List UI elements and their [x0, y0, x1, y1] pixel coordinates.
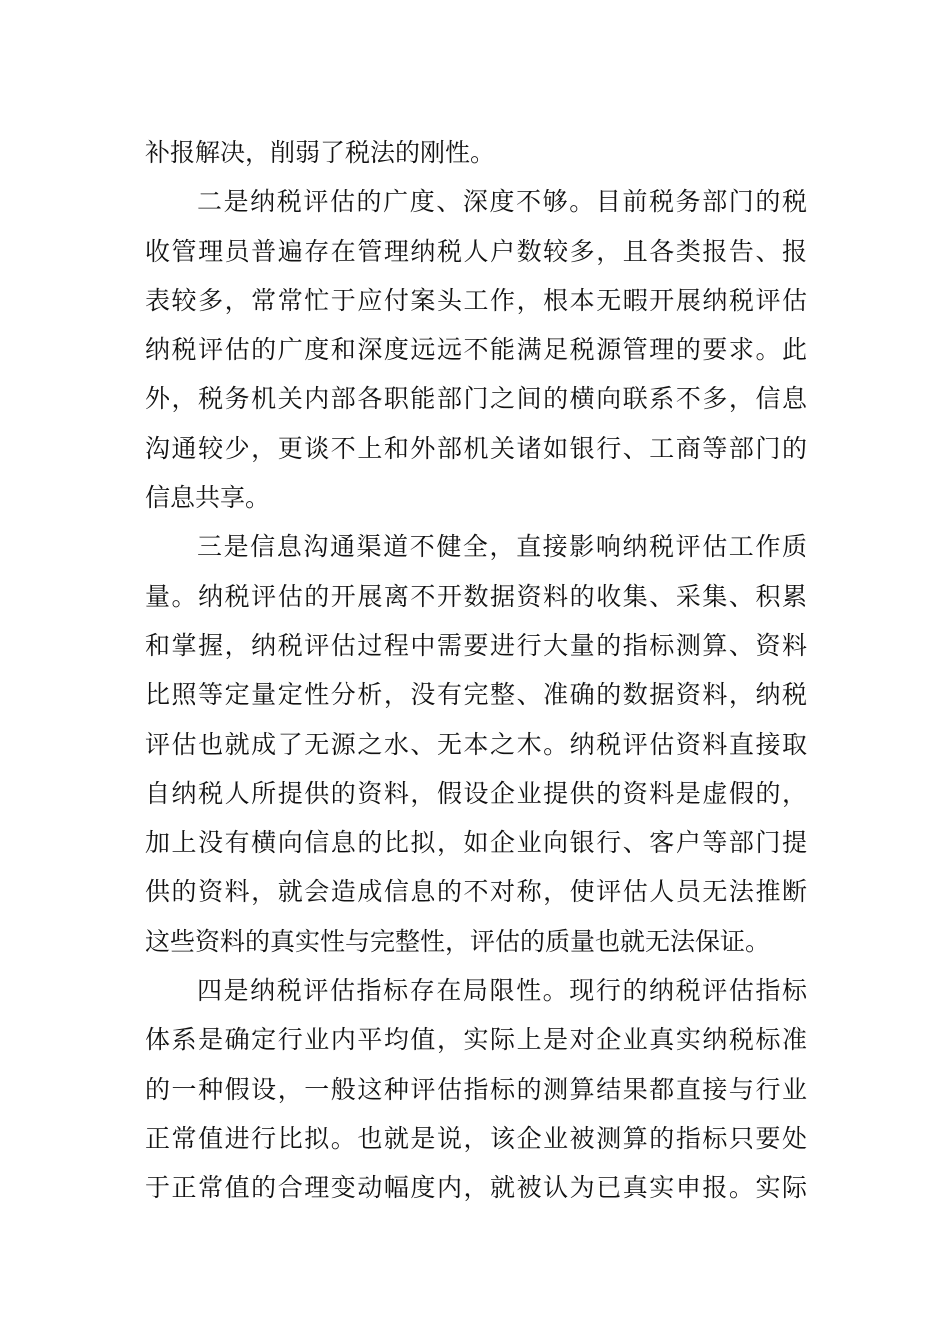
text-line: 比照等定量定性分析，没有完整、准确的数据资料，纳税 — [145, 680, 807, 710]
text-line: 于正常值的合理变动幅度内，就被认为已真实申报。实际 — [145, 1173, 807, 1203]
text-line: 纳税评估的广度和深度远远不能满足税源管理的要求。此 — [145, 335, 807, 365]
text-line: 沟通较少，更谈不上和外部机关诸如银行、工商等部门的 — [145, 433, 807, 463]
text-line: 和掌握，纳税评估过程中需要进行大量的指标测算、资料 — [145, 630, 807, 660]
paragraph-start-line: 三是信息沟通渠道不健全，直接影响纳税评估工作质 — [197, 532, 807, 562]
paragraph-start-line: 四是纳税评估指标存在局限性。现行的纳税评估指标 — [197, 976, 807, 1006]
text-line: 正常值进行比拟。也就是说，该企业被测算的指标只要处 — [145, 1123, 807, 1153]
text-line: 这些资料的真实性与完整性，评估的质量也就无法保证。 — [145, 926, 771, 956]
text-line: 供的资料，就会造成信息的不对称，使评估人员无法推断 — [145, 877, 807, 907]
paragraph-start-line: 二是纳税评估的广度、深度不够。目前税务部门的税 — [197, 187, 807, 217]
text-line: 评估也就成了无源之水、无本之木。纳税评估资料直接取 — [145, 729, 807, 759]
text-line: 的一种假设，一般这种评估指标的测算结果都直接与行业 — [145, 1074, 807, 1104]
text-line: 量。纳税评估的开展离不开数据资料的收集、采集、积累 — [145, 581, 807, 611]
text-line: 加上没有横向信息的比拟，如企业向银行、客户等部门提 — [145, 828, 807, 858]
text-line: 表较多，常常忙于应付案头工作，根本无暇开展纳税评估 — [145, 285, 807, 315]
text-line: 外，税务机关内部各职能部门之间的横向联系不多，信息 — [145, 384, 807, 414]
text-line: 体系是确定行业内平均值，实际上是对企业真实纳税标准 — [145, 1025, 807, 1055]
text-line: 补报解决，削弱了税法的刚性。 — [145, 138, 496, 167]
text-line: 自纳税人所提供的资料，假设企业提供的资料是虚假的， — [145, 778, 807, 808]
body-text — [145, 128, 807, 1213]
text-line: 信息共享。 — [145, 483, 271, 513]
text-line: 收管理员普遍存在管理纳税人户数较多，且各类报告、报 — [145, 236, 807, 266]
